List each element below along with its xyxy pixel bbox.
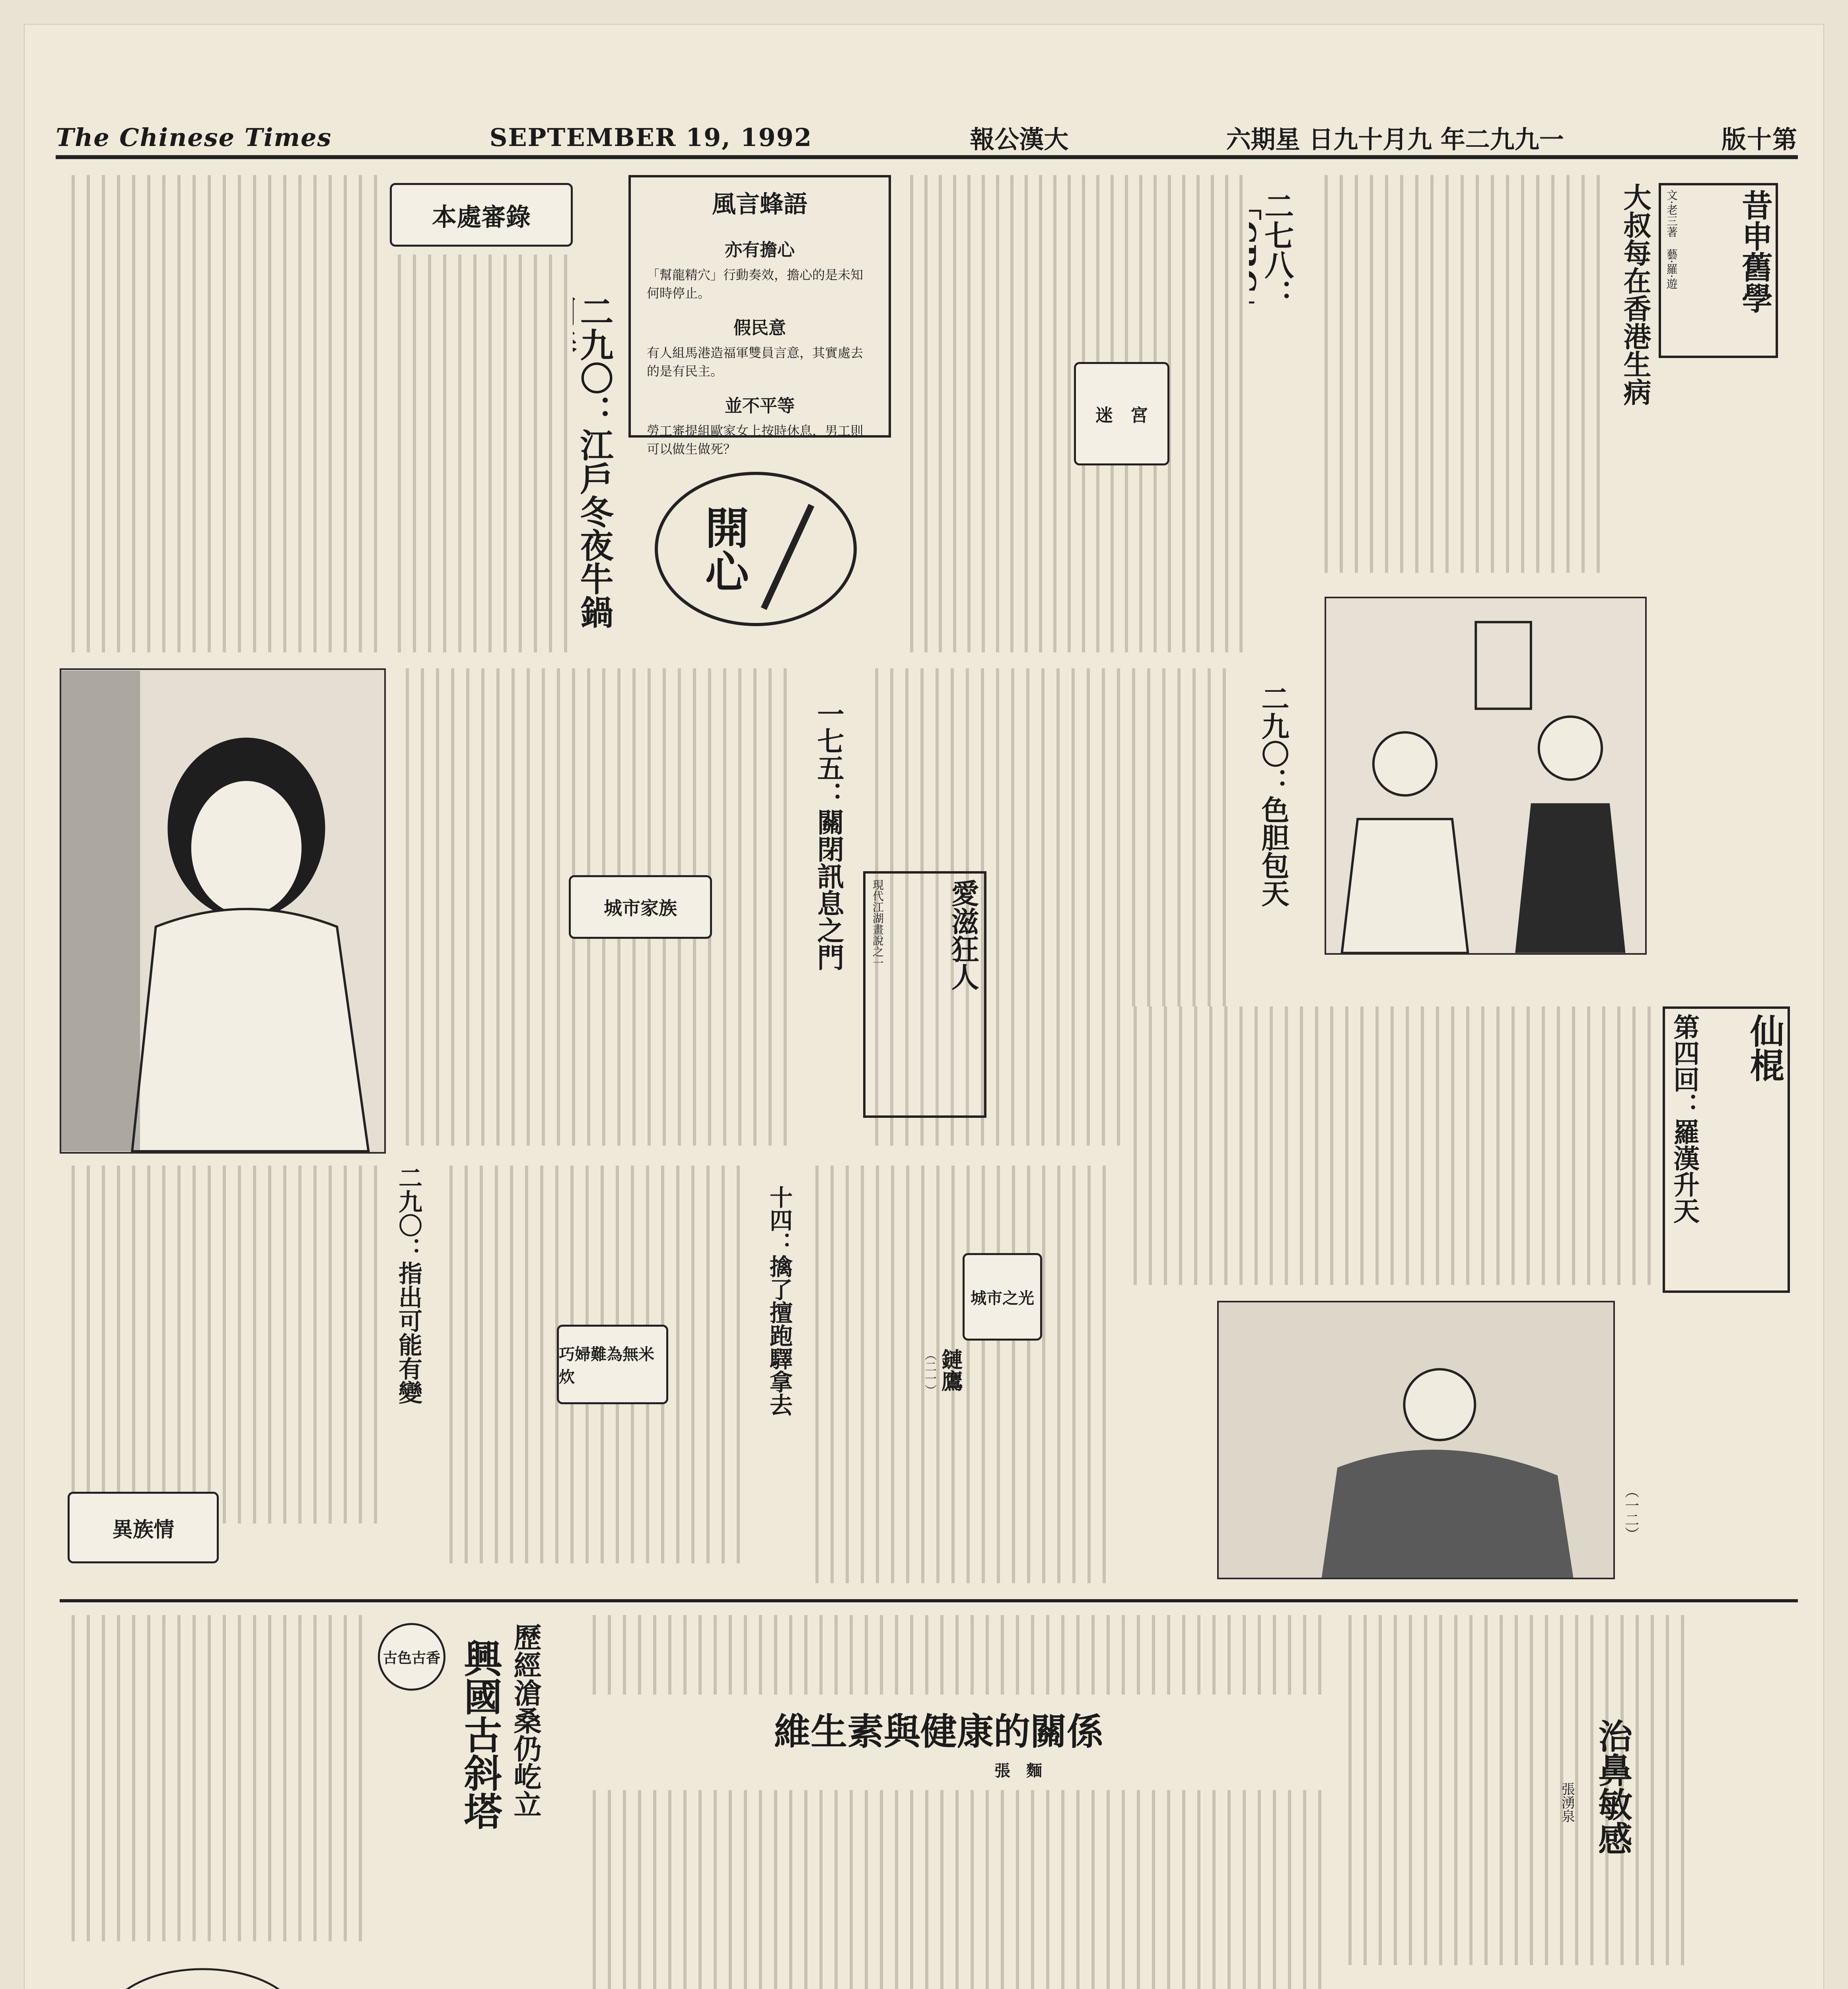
masthead-paper-zh: 報公漢大 (970, 125, 1069, 154)
section-rule (60, 1599, 1798, 1602)
pagoda-body (60, 1615, 370, 1941)
monk-drawing (1219, 1302, 1613, 1578)
two-men-drawing (1326, 598, 1645, 953)
gossip-l5: 並不平等 (725, 396, 795, 416)
uncle-illustration (1325, 597, 1647, 955)
edo-body-right (386, 255, 573, 652)
gossip-header: 風言蜂語 (712, 191, 807, 218)
open-heart-text: 開心 (698, 505, 749, 593)
monk-body (1122, 1006, 1655, 1285)
nose-body (1336, 1615, 1694, 1965)
cartoon-drawing (84, 1949, 561, 1989)
vitamin-body (581, 1615, 1329, 1695)
uncle-story (1313, 175, 1798, 601)
nostalgia-sub: 文·老三著 藝·羅·遊 (1665, 189, 1678, 289)
open-heart-logo (644, 457, 883, 636)
story-14-title: 十四：擒了擅跑驛拿去 (766, 1185, 793, 1416)
aids-title: 愛滋狂人 (947, 879, 980, 991)
city-family-label: 城市家族 (604, 897, 677, 919)
mother-child-cartoon (84, 1949, 561, 1989)
city-light-logo (963, 1253, 1042, 1341)
monk-story (1122, 1006, 1798, 1591)
story-290b-title: 二九〇：指出可能有變 (395, 1166, 422, 1404)
uncle-body (1313, 175, 1607, 573)
gossip-box (628, 175, 891, 457)
gossip-l6: 勞工審提組歐家女上按時休息，男工則可以做生做死？ (647, 423, 864, 457)
city-family-logo (569, 875, 712, 939)
xian-header (1663, 1006, 1790, 1293)
aids-sub: 現代江湖畫說之一 (871, 879, 884, 968)
pagoda-story (60, 1615, 573, 1989)
vitamin-body-2 (581, 1790, 1329, 1989)
edo-logo-text: 本處審錄 (432, 202, 531, 232)
hunter-title: 鏈鷹 (938, 1349, 964, 1392)
monk-illustration (1217, 1301, 1615, 1579)
romance-illustration (60, 668, 386, 1154)
vitamin-title: 維生素與健康的關係 (774, 1710, 1103, 1753)
edo-body (60, 175, 378, 652)
gossip-l4: 有人組馬港造福軍雙員言意，其實處去的是有民主。 (647, 345, 864, 379)
pagoda-title-2: 興國古斜塔 (458, 1639, 503, 1830)
qiaofu-label: 巧婦難為無米炊 (559, 1345, 654, 1386)
gossip-l2: 「幫龍精穴」行動奏效，擔心的是未知何時停止。 (647, 267, 864, 301)
cbc-story (899, 175, 1297, 684)
story-290b-body (60, 1166, 378, 1524)
story-175 (394, 668, 855, 1154)
gossip-l1: 亦有擔心 (725, 240, 795, 260)
gossip-l3: 假民意 (733, 318, 786, 338)
edo-story (60, 175, 613, 660)
masthead-page: 版十第 (1721, 125, 1798, 154)
city-light-label: 城市之光 (971, 1288, 1034, 1308)
pagoda-logo-label: 古色古香 (383, 1649, 440, 1666)
story-14 (438, 1166, 796, 1591)
masthead-paper-en: The Chinese Times (56, 123, 332, 152)
aids-box (863, 871, 986, 1118)
masthead-date-zh: 六期星 日九十月九 年二九九一 (1226, 125, 1564, 154)
xian-title: 仙棍 (1744, 1014, 1784, 1082)
maze-logo (1074, 362, 1169, 465)
masthead-date-en: SEPTEMBER 19, 1992 (489, 123, 813, 152)
maze-label: 迷 宮 (1095, 405, 1148, 426)
city-light (803, 1166, 1114, 1591)
exotic-love-label: 異族情 (112, 1517, 174, 1542)
nose-story (1336, 1615, 1798, 1973)
uncle-title: 大叔每在香港生病 (1619, 183, 1652, 406)
nostalgia-header (1659, 183, 1778, 358)
vitamin-story (581, 1615, 1329, 1989)
masthead (56, 119, 1798, 159)
story-290b (60, 1166, 426, 1591)
pagoda-logo (378, 1623, 445, 1691)
exotic-love-logo (68, 1492, 219, 1563)
vitamin-author: 張 麵 (994, 1761, 1042, 1780)
pencil-hand-icon (644, 457, 883, 636)
story-175-title: 一七五：關閉訊息之門 (813, 700, 844, 971)
cbc-title: 二七八： (1260, 191, 1294, 309)
edo-logo (390, 183, 573, 247)
nose-author: 張湧泉 (1559, 1782, 1575, 1823)
story-290-title: 二九〇：色胆包天 (1257, 684, 1290, 907)
qiaofu-logo (557, 1325, 668, 1404)
couple-drawing (61, 670, 384, 1152)
city-light-episode: （二一） (922, 1349, 936, 1396)
edo-title: 二九〇：江戶冬夜牛鍋 (575, 294, 614, 629)
monk-episode-no: （一二） (1622, 1484, 1639, 1541)
nostalgia-title: 昔申舊學 (1737, 189, 1773, 313)
nose-title: 治鼻敏感 (1592, 1718, 1632, 1855)
xian-episode: 第四回：羅漢升天 (1669, 1014, 1700, 1224)
pagoda-title-1: 歷經滄桑仍屹立 (509, 1623, 542, 1818)
